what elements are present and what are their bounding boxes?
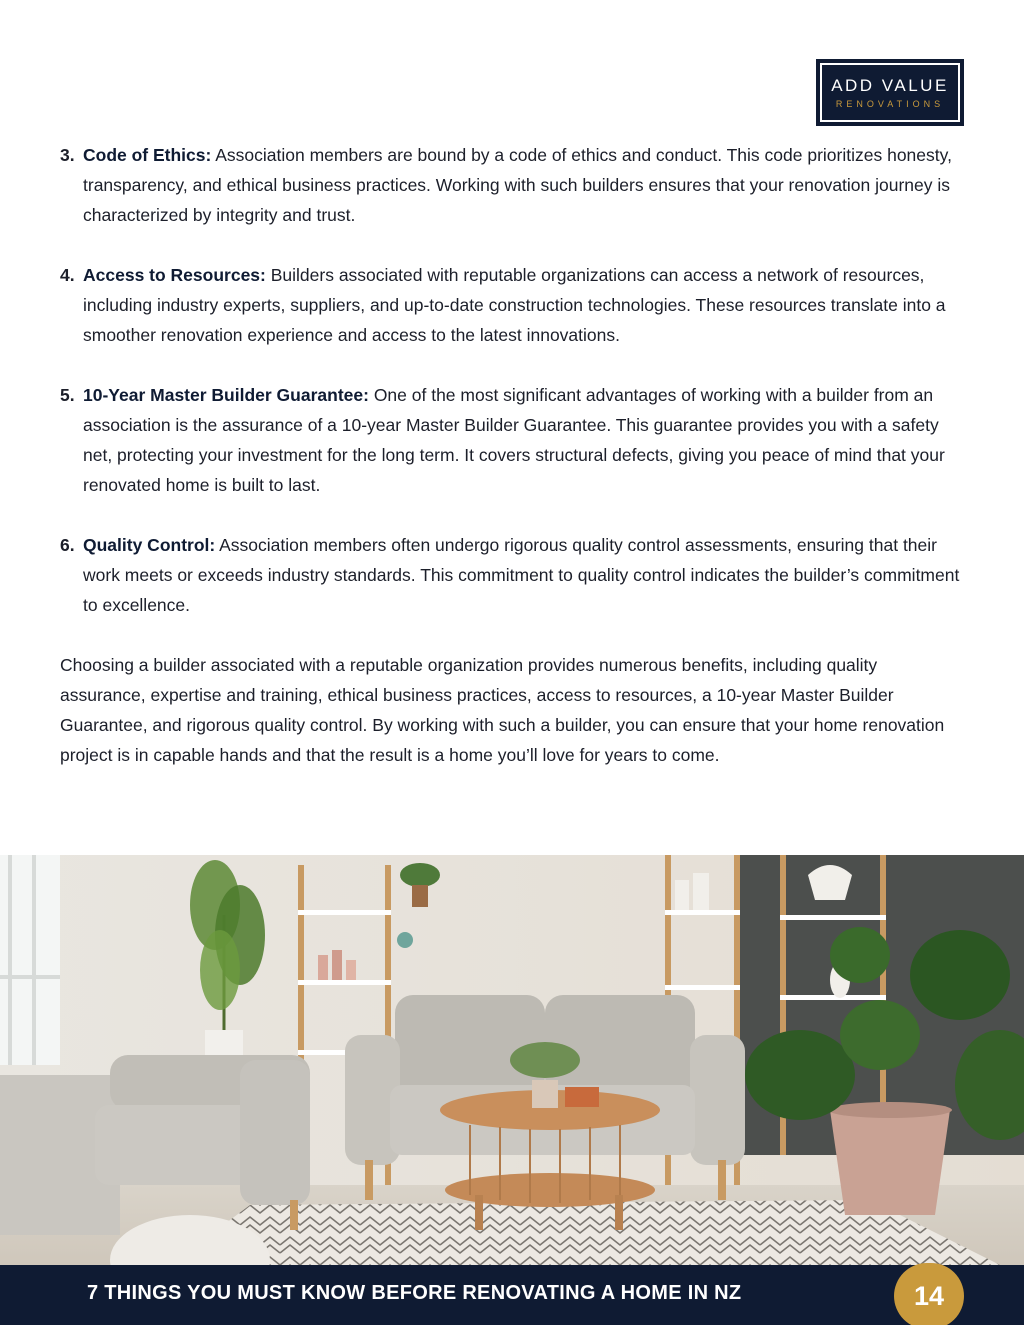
list-item-title: Access to Resources: — [83, 265, 266, 285]
list-number: 4. — [60, 265, 75, 285]
list-number: 5. — [60, 385, 75, 405]
living-room-photo — [0, 855, 1024, 1265]
list-item-description: Association members are bound by a code of ethics and conduct. This code prioritizes honesty, transparency, and ethical business practices. Working with such builders ensures that your renovation journey is characterized by integrity and trust. — [83, 145, 952, 225]
list-item-text — [83, 380, 965, 500]
page-footer — [0, 1265, 1024, 1325]
list-item-description: Association members often undergo rigorous quality control assessments, ensuring that their work meets or exceeds industry standards. This commitment to quality control indicates the builder’s commitment to excellence. — [83, 535, 960, 615]
conclusion-paragraph: Choosing a builder associated with a reputable organization provides numerous benefits, including quality assurance, expertise and training, ethical business practices, access to resources, a 10-year Master Builder Guarantee, and rigorous quality control. By working with such a builder, you can ensure that your home renovation project is in capable hands and that the result is a home you’ll love for years to come. — [60, 655, 945, 765]
list-item — [60, 530, 965, 620]
list-item-description: Builders associated with reputable organizations can access a network of resources, including industry experts, suppliers, and up-to-date construction technologies. These resources translate into a smoother renovation experience and access to the latest innovations. — [83, 265, 946, 345]
list-item-text — [83, 260, 965, 350]
list-item-text — [83, 140, 965, 230]
page-number-badge: 14 — [894, 1263, 964, 1325]
list-number: 6. — [60, 535, 75, 555]
list-item-text — [83, 530, 965, 620]
footer-title: 7 THINGS YOU MUST KNOW BEFORE RENOVATING A HOME IN NZ — [87, 1282, 742, 1304]
list-item-title: Quality Control: — [83, 535, 216, 555]
logo-wordmark: ADD VALUE — [831, 76, 949, 95]
list-item — [60, 380, 965, 500]
list-item — [60, 140, 965, 230]
logo-tagline: RENOVATIONS — [835, 99, 945, 109]
body-content — [60, 140, 965, 770]
list-item-title: Code of Ethics: — [83, 145, 212, 165]
list-item-title: 10-Year Master Builder Guarantee: — [83, 385, 369, 405]
list-number: 3. — [60, 145, 75, 165]
list-item-description: One of the most significant advantages of working with a builder from an association is the assurance of a 10-year Master Builder Guarantee. This guarantee provides you with a safety net, protecting your investment for the long term. It covers structural defects, giving you peace of mind that your renovated home is built to last. — [83, 385, 945, 495]
list-item — [60, 260, 965, 350]
brand-logo — [816, 59, 964, 126]
